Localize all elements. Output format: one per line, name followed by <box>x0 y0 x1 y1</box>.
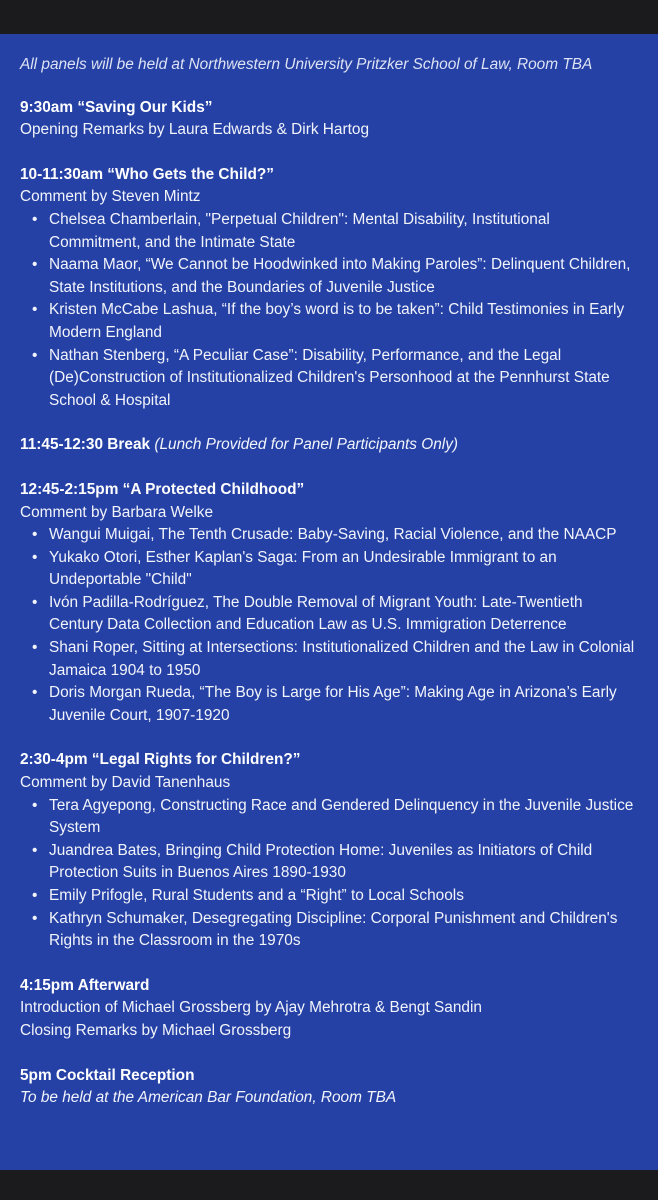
session-comment: Comment by Barbara Welke <box>20 503 214 521</box>
sessions-list <box>20 97 638 1110</box>
session-heading-row <box>20 749 638 772</box>
session-block <box>20 1065 638 1110</box>
session-block <box>20 479 638 728</box>
venue-note: All panels will be held at Northwestern University Pritzker School of Law, Room TBA <box>20 56 593 73</box>
session-block <box>20 434 638 457</box>
session-heading-row <box>20 434 638 457</box>
session-comment: Comment by Steven Mintz <box>20 188 201 206</box>
paper-item: • Wangui Muigai, The Tenth Crusade: Baby-Saving, Racial Violence, and the NAACP <box>20 524 638 547</box>
session-heading: 2:30-4pm “Legal Rights for Children?” <box>20 751 301 769</box>
session-heading-row <box>20 1065 638 1088</box>
paper-item: • Tera Agyepong, Constructing Race and Gendered Delinquency in the Juvenile Justice System <box>20 795 638 840</box>
session-heading: 11:45-12:30 Break <box>20 436 151 454</box>
paper-item: • Kathryn Schumaker, Desegregating Discipline: Corporal Punishment and Children's Rights in the Classroom in the 1970s <box>20 908 638 953</box>
paper-list <box>20 209 638 412</box>
session-heading: 12:45-2:15pm “A Protected Childhood” <box>20 480 305 498</box>
session-comment: Opening Remarks by Laura Edwards & Dirk Hartog <box>20 121 370 139</box>
paper-item: • Yukako Otori, Esther Kaplan's Saga: From an Undesirable Immigrant to an Undeportable "Child" <box>20 547 638 592</box>
paper-item: • Chelsea Chamberlain, "Perpetual Children": Mental Disability, Institutional Commitment, and the Intimate State <box>20 209 638 254</box>
session-heading: 5pm Cocktail Reception <box>20 1066 195 1084</box>
paper-list <box>20 795 638 953</box>
paper-item: • Doris Morgan Rueda, “The Boy is Large for His Age”: Making Age in Arizona’s Early Juvenile Court, 1907-1920 <box>20 682 638 727</box>
schedule-panel <box>0 34 658 1170</box>
session-heading-row <box>20 97 638 120</box>
paper-item: • Kristen McCabe Lashua, “If the boy’s word is to be taken”: Child Testimonies in Early Modern England <box>20 299 638 344</box>
bottom-bar <box>0 1170 658 1200</box>
session-comment: Introduction of Michael Grossberg by Ajay Mehrotra & Bengt Sandin <box>20 999 482 1017</box>
paper-item: • Shani Roper, Sitting at Intersections: Institutionalized Children and the Law in Colonial Jamaica 1904 to 1950 <box>20 637 638 682</box>
session-block <box>20 749 638 952</box>
paper-item: • Nathan Stenberg, “A Peculiar Case”: Disability, Performance, and the Legal (De)Construction of Institutionalized Children's Personhood at the Pennhurst State School & Hospital <box>20 345 638 413</box>
paper-item: • Naama Maor, “We Cannot be Hoodwinked into Making Paroles”: Delinquent Children, State Institutions, and the Boundaries of Juvenile Justice <box>20 254 638 299</box>
session-heading-row <box>20 479 638 502</box>
session-block <box>20 975 638 1043</box>
session-heading-note: (Lunch Provided for Panel Participants Only) <box>154 436 459 454</box>
session-location-note: To be held at the American Bar Foundation, Room TBA <box>20 1089 397 1107</box>
session-heading: 10-11:30am “Who Gets the Child?” <box>20 165 274 183</box>
paper-item: • Juandrea Bates, Bringing Child Protection Home: Juveniles as Initiators of Child Protection Suits in Buenos Aires 1890-1930 <box>20 840 638 885</box>
session-block <box>20 164 638 413</box>
session-comment: Comment by David Tanenhaus <box>20 774 231 792</box>
paper-list <box>20 524 638 727</box>
session-block <box>20 97 638 142</box>
session-heading-row <box>20 975 638 998</box>
session-heading: 4:15pm Afterward <box>20 976 150 994</box>
session-heading: 9:30am “Saving Our Kids” <box>20 98 213 116</box>
paper-item: • Ivón Padilla-Rodríguez, The Double Removal of Migrant Youth: Late-Twentieth Century Data Collection and Education Law as U.S. Immigration Deterrence <box>20 592 638 637</box>
paper-item: • Emily Prifogle, Rural Students and a “Right” to Local Schools <box>20 885 638 908</box>
session-heading-row <box>20 164 638 187</box>
session-comment: Closing Remarks by Michael Grossberg <box>20 1021 292 1039</box>
